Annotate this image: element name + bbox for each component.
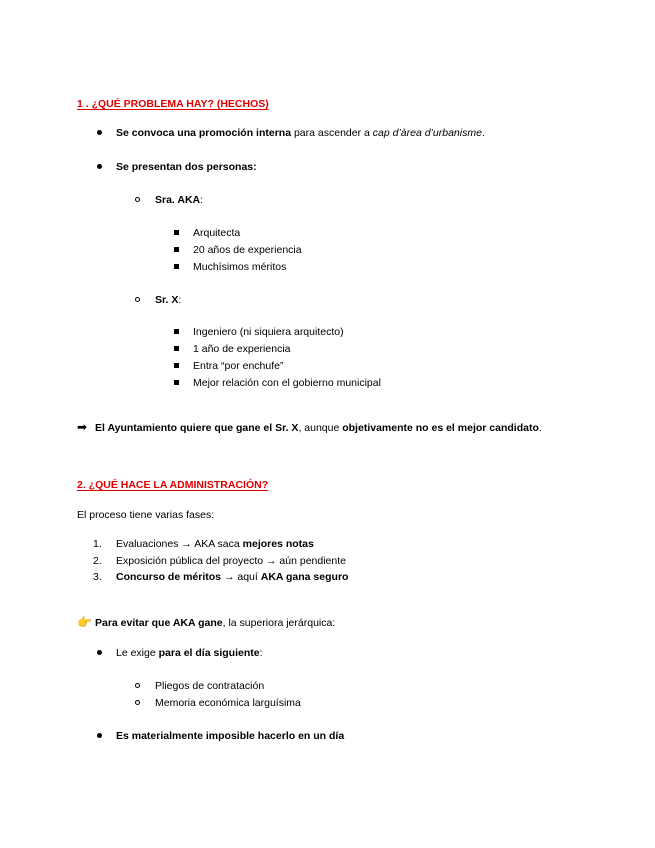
bullet-circle [135,297,140,302]
bullet-disc [97,733,102,738]
candidate-detail: 20 años de experiencia [193,244,302,256]
candidate-detail: 1 año de experiencia [193,343,291,355]
pointing-hand-icon: 👉 [77,615,92,629]
candidate-detail: Arquitecta [193,227,241,239]
item-bold-text: Se convoca una promoción interna [116,127,292,139]
list-item: Es materialmente imposible hacerlo en un día [116,730,345,742]
conclusion-bold: objetivamente no es el mejor candidato [342,422,539,434]
phase-bold: mejores notas [242,538,314,550]
right-arrow-icon: ➡ [77,420,88,434]
list-number: 1. [93,538,102,550]
demand-item: Memoria económica larguísima [155,697,301,709]
list-item [116,126,485,140]
intro-text: El proceso tiene varias fases: [77,509,215,521]
conclusion-bold: El Ayuntamiento quiere que gane el Sr. X [95,422,299,434]
bullet-circle [135,700,140,705]
list-item [116,646,263,660]
bullet-square [174,329,179,334]
item-end: . [481,127,485,139]
item-text: para ascender a [291,127,373,139]
list-item-text: Exposición pública del proyecto → aún pendiente [116,555,346,567]
candidate-detail: Ingeniero (ni siquiera arquitecto) [193,326,344,338]
candidate-detail: Muchísimos méritos [193,261,287,273]
conclusion [95,421,542,435]
bullet-circle [135,683,140,688]
phase-text: → aquí [221,571,261,583]
phase-bold: AKA gana seguro [260,571,349,583]
bullet-disc [97,650,102,655]
demand-text: Le exige [116,647,159,659]
candidate-name-text: Sra. AKA [155,194,201,206]
candidate-name [155,293,181,307]
list-item [93,554,102,568]
demand-item: Pliegos de contratación [155,680,265,692]
candidate-detail: Mejor relación con el gobierno municipal [193,377,381,389]
bullet-square [174,247,179,252]
list-item: Se presentan dos personas: [116,161,257,173]
item-italic-text: cap d’àrea d’urbanisme [372,127,482,139]
bullet-square [174,363,179,368]
bullet-disc [97,130,102,135]
candidate-detail: Entra “por enchufe” [193,360,284,372]
section2-heading: 2. ¿QUÉ HACE LA ADMINISTRACIÓN? [77,479,269,491]
bullet-disc [97,164,102,169]
section1-heading: 1 . ¿QUÉ PROBLEMA HAY? (HECHOS) [77,98,269,110]
conclusion-text: , aunque [298,422,343,434]
candidate-name-text: Sr. X [155,294,179,306]
candidate-name [155,193,203,207]
bullet-circle [135,197,140,202]
avoid-rest: , la superiora jerárquica: [222,617,336,629]
avoid-bold: Para evitar que AKA gane [95,617,223,629]
bullet-square [174,380,179,385]
colon: : [200,194,204,206]
colon: : [178,294,182,306]
phase-bold: Concurso de méritos [116,571,222,583]
demand-end: : [259,647,263,659]
list-item [93,570,102,584]
bullet-square [174,264,179,269]
list-item [93,537,102,551]
list-number: 3. [93,571,102,583]
bullet-square [174,230,179,235]
bullet-square [174,346,179,351]
list-item-text [116,537,314,551]
demand-bold: para el día siguiente [158,647,260,659]
avoid-text [95,616,335,630]
conclusion-end: . [538,422,542,434]
phase-text: Evaluaciones → AKA saca [116,538,243,550]
list-number: 2. [93,555,102,567]
list-item-text [116,570,348,584]
